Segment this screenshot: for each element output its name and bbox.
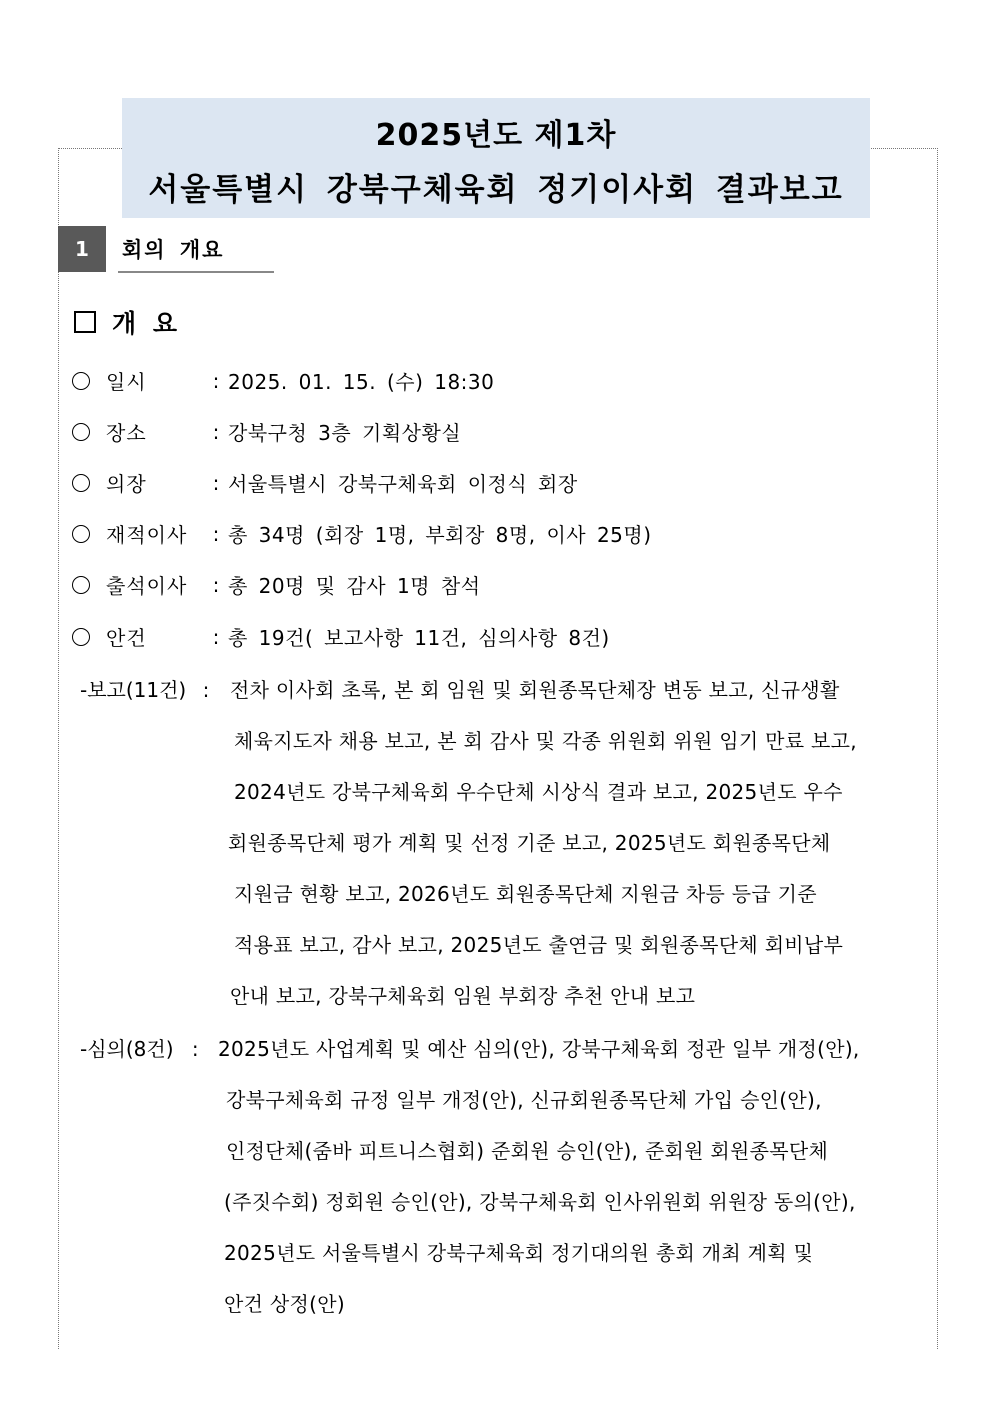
info-label: 의장 [106, 472, 147, 496]
section-underline [118, 271, 274, 273]
report-line: 지원금 현황 보고, 2026년도 회원종목단체 지원금 차등 등급 기준 [234, 882, 817, 906]
info-colon: : [212, 470, 220, 495]
deliberation-line: 강북구체육회 규정 일부 개정(안), 신규회원종목단체 가입 승인(안), [226, 1088, 822, 1112]
info-colon: : [212, 521, 220, 546]
subheading-text: 개 요 [112, 309, 178, 338]
report-line: 적용표 보고, 감사 보고, 2025년도 출연금 및 회원종목단체 회비납부 [234, 933, 844, 957]
circle-bullet-icon [72, 474, 90, 492]
report-line: 전차 이사회 초록, 본 회 임원 및 회원종목단체장 변동 보고, 신규생활 [230, 678, 840, 702]
report-line: 2024년도 강북구체육회 우수단체 시상식 결과 보고, 2025년도 우수 [234, 780, 843, 804]
info-label: 장소 [106, 421, 147, 445]
info-label: 안건 [106, 626, 147, 650]
info-row-date [72, 366, 494, 395]
deliberation-line: 2025년도 서울특별시 강북구체육회 정기대의원 총회 개최 계획 및 [224, 1241, 814, 1265]
info-label: 일시 [106, 370, 147, 394]
title-line-1: 2025년도 제1차 [375, 118, 617, 153]
info-label: 출석이사 [106, 574, 188, 598]
circle-bullet-icon [72, 628, 90, 646]
circle-bullet-icon [72, 525, 90, 543]
report-line: 회원종목단체 평가 계획 및 선정 기준 보고, 2025년도 회원종목단체 [228, 831, 831, 855]
deliberation-label [80, 1033, 199, 1062]
subheading [72, 304, 177, 340]
info-value: 강북구청 3층 기획상황실 [228, 421, 462, 445]
circle-bullet-icon [72, 372, 90, 390]
section-number: 1 [58, 226, 106, 272]
section-title: 회의 개요 [122, 238, 225, 262]
info-row-chair [72, 468, 578, 497]
report-label-text: -보고(11건) [80, 678, 187, 702]
info-label: 재적이사 [106, 523, 188, 547]
report-line: 체육지도자 채용 보고, 본 회 감사 및 각종 위원회 위원 임기 만료 보고, [234, 729, 857, 753]
info-value: 총 34명 (회장 1명, 부회장 8명, 이사 25명) [228, 523, 652, 547]
square-bullet-icon [74, 311, 96, 333]
info-row-registered [72, 519, 652, 548]
info-colon: : [212, 419, 220, 444]
info-row-agenda [72, 622, 610, 651]
deliberation-line: 인정단체(줌바 피트니스협회) 준회원 승인(안), 준회원 회원종목단체 [226, 1139, 829, 1163]
info-row-place [72, 417, 461, 446]
report-line: 안내 보고, 강북구체육회 임원 부회장 추천 안내 보고 [230, 984, 696, 1008]
info-value: 2025. 01. 15. (수) 18:30 [228, 370, 495, 394]
info-colon: : [212, 624, 220, 649]
info-colon: : [212, 572, 220, 597]
info-value: 총 20명 및 감사 1명 참석 [228, 574, 481, 598]
info-row-attendance [72, 570, 481, 599]
deliberation-colon: : [191, 1037, 199, 1061]
info-colon: : [212, 368, 220, 393]
circle-bullet-icon [72, 423, 90, 441]
title-line-2: 서울특별시 강북구체육회 정기이사회 결과보고 [148, 172, 844, 208]
deliberation-line: (주짓수회) 정회원 승인(안), 강북구체육회 인사위원회 위원장 동의(안), [224, 1190, 856, 1214]
deliberation-line: 2025년도 사업계획 및 예산 심의(안), 강북구체육회 정관 일부 개정(안), [218, 1037, 860, 1061]
deliberation-line: 안건 상정(안) [224, 1292, 345, 1316]
report-label [80, 674, 209, 703]
circle-bullet-icon [72, 576, 90, 594]
deliberation-label-text: -심의(8건) [80, 1037, 174, 1061]
info-value: 총 19건( 보고사항 11건, 심의사항 8건) [228, 626, 610, 650]
title-box [122, 98, 870, 218]
info-value: 서울특별시 강북구체육회 이정식 회장 [228, 472, 578, 496]
report-colon: : [202, 678, 210, 702]
